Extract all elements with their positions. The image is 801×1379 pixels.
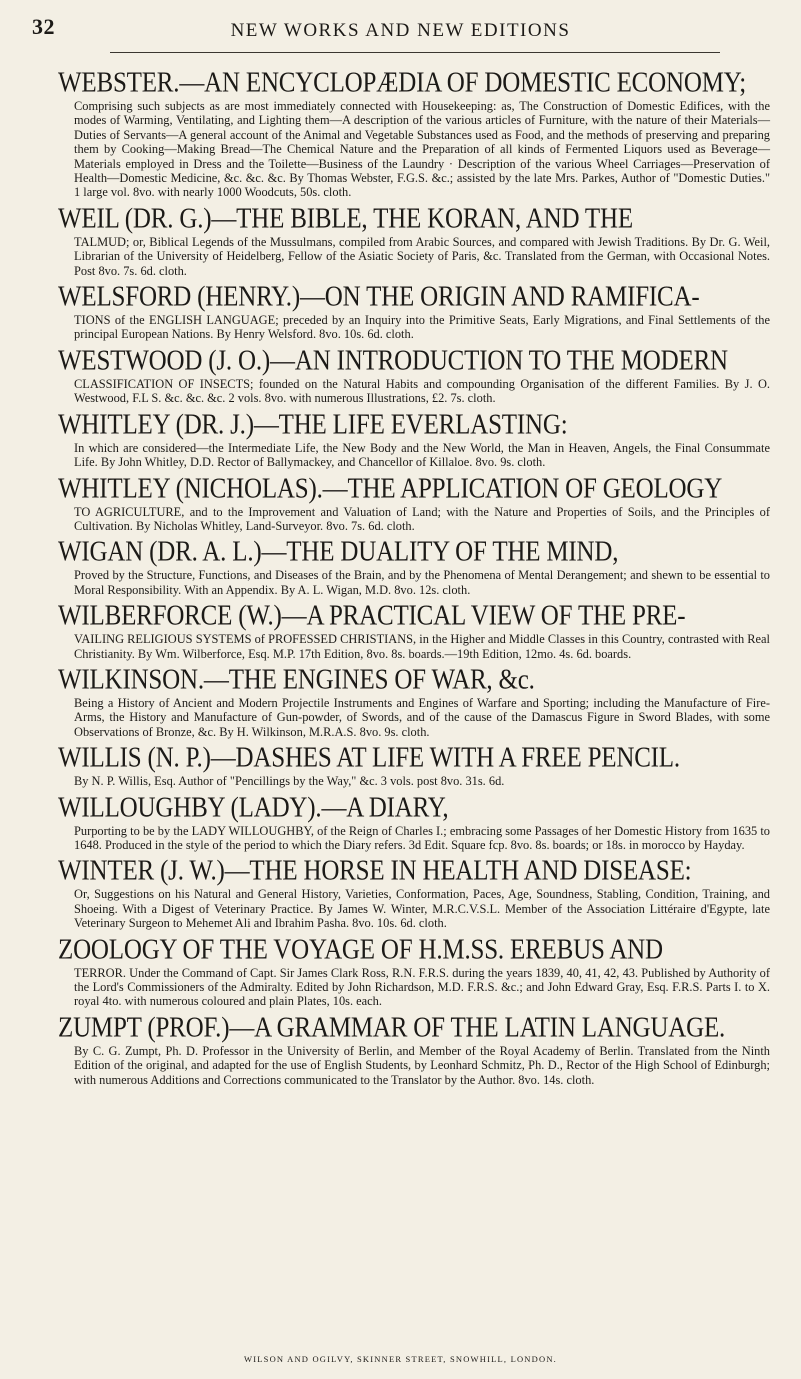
header-rule bbox=[110, 52, 720, 53]
entry-heading: WIGAN (DR. A. L.)—THE DUALITY OF THE MIND, bbox=[58, 537, 619, 568]
entry-description: By N. P. Willis, Esq. Author of "Pencillings by the Way," &c. 3 vols. post 8vo. 31s. 6d. bbox=[74, 774, 505, 789]
entry-wilberforce bbox=[58, 600, 770, 661]
printer-imprint: WILSON AND OGILVY, SKINNER STREET, SNOWHILL, LONDON. bbox=[244, 1354, 557, 1364]
entry-description: VAILING RELIGIOUS SYSTEMS of PROFESSED CHRISTIANS, in the Higher and Middle Classes in this Country, contrasted with Real Christianity. By Wm. Wilberforce, Esq. M.P. 17th Edition, 8vo. 8s. boards.—19th Edition, 12mo. 4s. 6d. boards. bbox=[74, 632, 770, 661]
entry-weil bbox=[58, 203, 770, 278]
entry-description: By C. G. Zumpt, Ph. D. Professor in the University of Berlin, and Member of the Royal Academy of Berlin. Translated from the Ninth Edition of the original, and adapted for the use of English Students, by Leonhard Schmitz, Ph. D., Rector of the High School of Edinburgh; with numerous Additions and Corrections communicated to the Translator by the Author. 8vo. 14s. cloth. bbox=[74, 1043, 770, 1087]
entry-zoology bbox=[58, 934, 770, 1009]
entry-description: TO AGRICULTURE, and to the Improvement and Valuation of Land; with the Nature and Properties of Soils, and the Principles of Cultivation. By Nicholas Whitley, Land-Surveyor. 8vo. 7s. 6d. cloth. bbox=[74, 504, 770, 533]
entry-westwood bbox=[58, 345, 770, 406]
entry-heading: WILLOUGHBY (LADY).—A DIARY, bbox=[58, 792, 449, 823]
entry-heading: WESTWOOD (J. O.)—AN INTRODUCTION TO THE MODERN bbox=[58, 345, 728, 377]
entry-winter bbox=[58, 855, 770, 930]
entry-heading: WHITLEY (NICHOLAS).—THE APPLICATION OF GEOLOGY bbox=[58, 473, 723, 504]
entry-description: Proved by the Structure, Functions, and Diseases of the Brain, and by the Phenomena of Mental Derangement; and shewn to be essential to Moral Responsibility. With an Appendix. By A. L. Wigan, M.D. 8vo. 12s. cloth. bbox=[74, 568, 770, 597]
entry-description: In which are considered—the Intermediate Life, the New Body and the New World, the Man in Heaven, Angels, the Final Consummate Life. By John Whitley, D.D. Rector of Ballymackey, and Chancellor of Killaloe. 8vo. 9s. cloth. bbox=[74, 440, 770, 470]
entry-willis bbox=[58, 742, 770, 788]
entry-heading: WINTER (J. W.)—THE HORSE IN HEALTH AND DISEASE: bbox=[58, 856, 692, 887]
running-head: NEW WORKS AND NEW EDITIONS bbox=[230, 20, 571, 41]
entry-heading: ZUMPT (PROF.)—A GRAMMAR OF THE LATIN LANGUAGE. bbox=[58, 1012, 726, 1044]
entry-heading: WILKINSON.—THE ENGINES OF WAR, &c. bbox=[58, 665, 535, 696]
entry-zumpt bbox=[58, 1012, 770, 1087]
entry-heading: WEIL (DR. G.)—THE BIBLE, THE KORAN, AND THE bbox=[58, 203, 633, 235]
entry-willoughby bbox=[58, 792, 770, 853]
entry-welsford bbox=[58, 281, 770, 342]
entry-heading: WILLIS (N. P.)—DASHES AT LIFE WITH A FREE PENCIL. bbox=[58, 743, 680, 774]
entry-whitley-j bbox=[58, 409, 770, 470]
entry-whitley-n bbox=[58, 473, 770, 534]
entry-webster bbox=[58, 67, 770, 200]
entry-description: Or, Suggestions on his Natural and General History, Varieties, Conformation, Paces, Age, Soundness, Stabling, Condition, Training, and Shoeing. With a Digest of Veterinary Practice. By James W. Winter, M.R.C.V.S.L. Member of the Association Littéraire d'Egypte, late Veterinary Surgeon to Mehemet Ali and Ibrahim Pasha. 8vo. 10s. 6d. cloth. bbox=[74, 887, 770, 931]
entry-description: Being a History of Ancient and Modern Projectile Instruments and Engines of Warfare and Sporting; including the Manufacture of Fire-Arms, the History and Manufacture of Gun-powder, of Swords, and of the cause of the Damascus Figure in Sword Blades, with some Observations of Bronze, &c. By H. Wilkinson, M.R.A.S. 8vo. 9s. cloth. bbox=[74, 695, 770, 739]
page-number: 32 bbox=[32, 14, 55, 39]
entry-description: Comprising such subjects as are most immediately connected with Housekeeping: as, The Construction of Domestic Edifices, with the modes of Warming, Ventilating, and Lighting them—A description of the various articles of Furniture, with the nature of their Materials—Duties of Servants—A general account of the Animal and Vegetable Substances used as Food, and the methods of preserving and preparing them by Cooking—Making Bread—The Chemical Nature and the Preparation of all kinds of Fermented Liquors used as Beverage—Materials employed in Dress and the Toilette—Business of the Laundry · Description of the various Wheel Carriages—Preservation of Health—Domestic Medicine, &c. &c. &c. By Thomas Webster, F.G.S. &c.; assisted by the late Mrs. Parkes, Author of "Domestic Duties." 1 large vol. 8vo. with nearly 1000 Woodcuts, 50s. cloth. bbox=[74, 99, 770, 200]
entry-heading: WILBERFORCE (W.)—A PRACTICAL VIEW OF THE PRE- bbox=[58, 601, 686, 632]
entry-description: Purporting to be by the LADY WILLOUGHBY, of the Reign of Charles I.; embracing some Passages of her Domestic History from 1635 to 1648. Produced in the style of the period to which the Diary refers. 3d Edit. Square fcp. 8vo. 8s. boards; or 18s. in morocco by Hayday. bbox=[74, 823, 770, 852]
entry-description: TIONS of the ENGLISH LANGUAGE; preceded by an Inquiry into the Primitive Seats, Early Migrations, and Final Settlements of the principal European Nations. By Henry Welsford. 8vo. 10s. 6d. cloth. bbox=[74, 313, 770, 342]
catalogue-entries bbox=[58, 64, 770, 1089]
entry-wilkinson bbox=[58, 664, 770, 739]
entry-heading: ZOOLOGY OF THE VOYAGE OF H.M.SS. EREBUS AND bbox=[58, 934, 663, 965]
entry-description: CLASSIFICATION OF INSECTS; founded on the Natural Habits and compounding Organisation of the different Families. By J. O. Westwood, F.L S. &c. &c. &c. 2 vols. 8vo. with numerous Illustrations, £2. 7s. cloth. bbox=[74, 376, 770, 406]
entry-heading: WELSFORD (HENRY.)—ON THE ORIGIN AND RAMIFICA- bbox=[58, 282, 700, 313]
entry-heading: WEBSTER.—AN ENCYCLOPÆDIA OF DOMESTIC ECONOMY; bbox=[58, 68, 747, 99]
entry-wigan bbox=[58, 536, 770, 597]
entry-description: TALMUD; or, Biblical Legends of the Mussulmans, compiled from Arabic Sources, and compared with Jewish Traditions. By Dr. G. Weil, Librarian of the University of Heidelberg, Fellow of the Asiatic Society of Paris, &c. Translated from the German, with Occasional Notes. Post 8vo. 7s. 6d. cloth. bbox=[74, 234, 770, 278]
entry-heading: WHITLEY (DR. J.)—THE LIFE EVERLASTING: bbox=[58, 409, 568, 441]
entry-description: TERROR. Under the Command of Capt. Sir James Clark Ross, R.N. F.R.S. during the years 1839, 40, 41, 42, 43. Published by Authority of the Lord's Commissioners of the Admiralty. Edited by John Richardson, M.D. F.R.S. &c.; and John Edward Gray, Esq. F.R.S. Parts I. to X. royal 4to. with numerous coloured and plain Plates, 10s. each. bbox=[74, 965, 770, 1009]
